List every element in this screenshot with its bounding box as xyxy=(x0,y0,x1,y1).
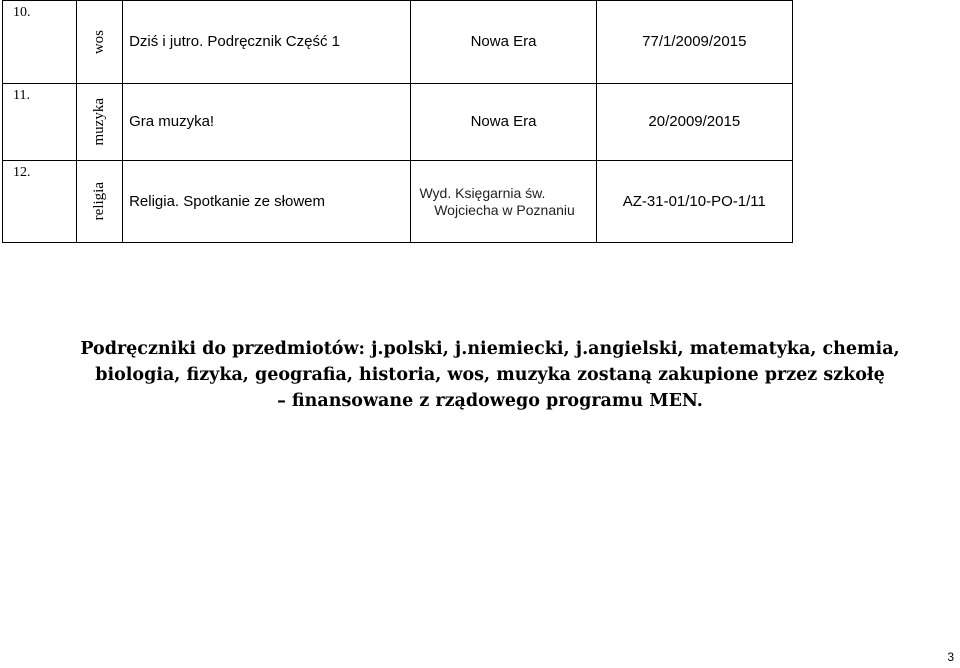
book-title: Gra muzyka! xyxy=(129,113,215,130)
approval-number: AZ-31-01/10-PO-1/11 xyxy=(622,192,766,210)
publisher-cell xyxy=(411,1,596,84)
page-number: 3 xyxy=(947,650,954,664)
table-row xyxy=(3,161,793,243)
approval-number-cell xyxy=(596,161,792,243)
row-number: 10. xyxy=(3,1,77,84)
publisher-line-2: Wojciecha w Poznaniu xyxy=(434,201,575,218)
subject-cell xyxy=(77,161,123,243)
subject-label: wos xyxy=(91,29,108,55)
textbook-table xyxy=(2,0,793,243)
publisher-cell xyxy=(411,84,596,161)
approval-number: 77/1/2009/2015 xyxy=(642,33,747,50)
note-line: – finansowane z rządowego programu MEN. xyxy=(277,391,703,411)
subject-cell xyxy=(77,1,123,84)
subject-cell xyxy=(77,84,123,161)
book-title: Dziś i jutro. Podręcznik Część 1 xyxy=(129,33,340,50)
title-cell xyxy=(123,1,411,84)
funding-note xyxy=(40,336,940,414)
publisher-cell xyxy=(411,161,596,243)
row-number: 11. xyxy=(3,84,77,161)
title-cell xyxy=(123,161,411,243)
table-row xyxy=(3,84,793,161)
note-line: biologia, fizyka, geografia, historia, wos, muzyka zostaną zakupione przez szkołę xyxy=(95,365,885,385)
publisher: Wyd. Księgarnia św. xyxy=(419,184,546,201)
table-row xyxy=(3,1,793,84)
note-line: Podręczniki do przedmiotów: j.polski, j.niemiecki, j.angielski, matematyka, chemia, xyxy=(80,339,900,359)
publisher: Nowa Era xyxy=(470,33,537,50)
approval-number-cell xyxy=(596,1,792,84)
publisher: Nowa Era xyxy=(470,113,537,130)
approval-number-cell xyxy=(596,84,792,161)
subject-label: religia xyxy=(91,182,108,221)
book-title: Religia. Spotkanie ze słowem xyxy=(129,192,325,210)
subject-label: muzyka xyxy=(91,98,108,146)
approval-number: 20/2009/2015 xyxy=(648,113,741,130)
row-number: 12. xyxy=(3,161,77,243)
title-cell xyxy=(123,84,411,161)
